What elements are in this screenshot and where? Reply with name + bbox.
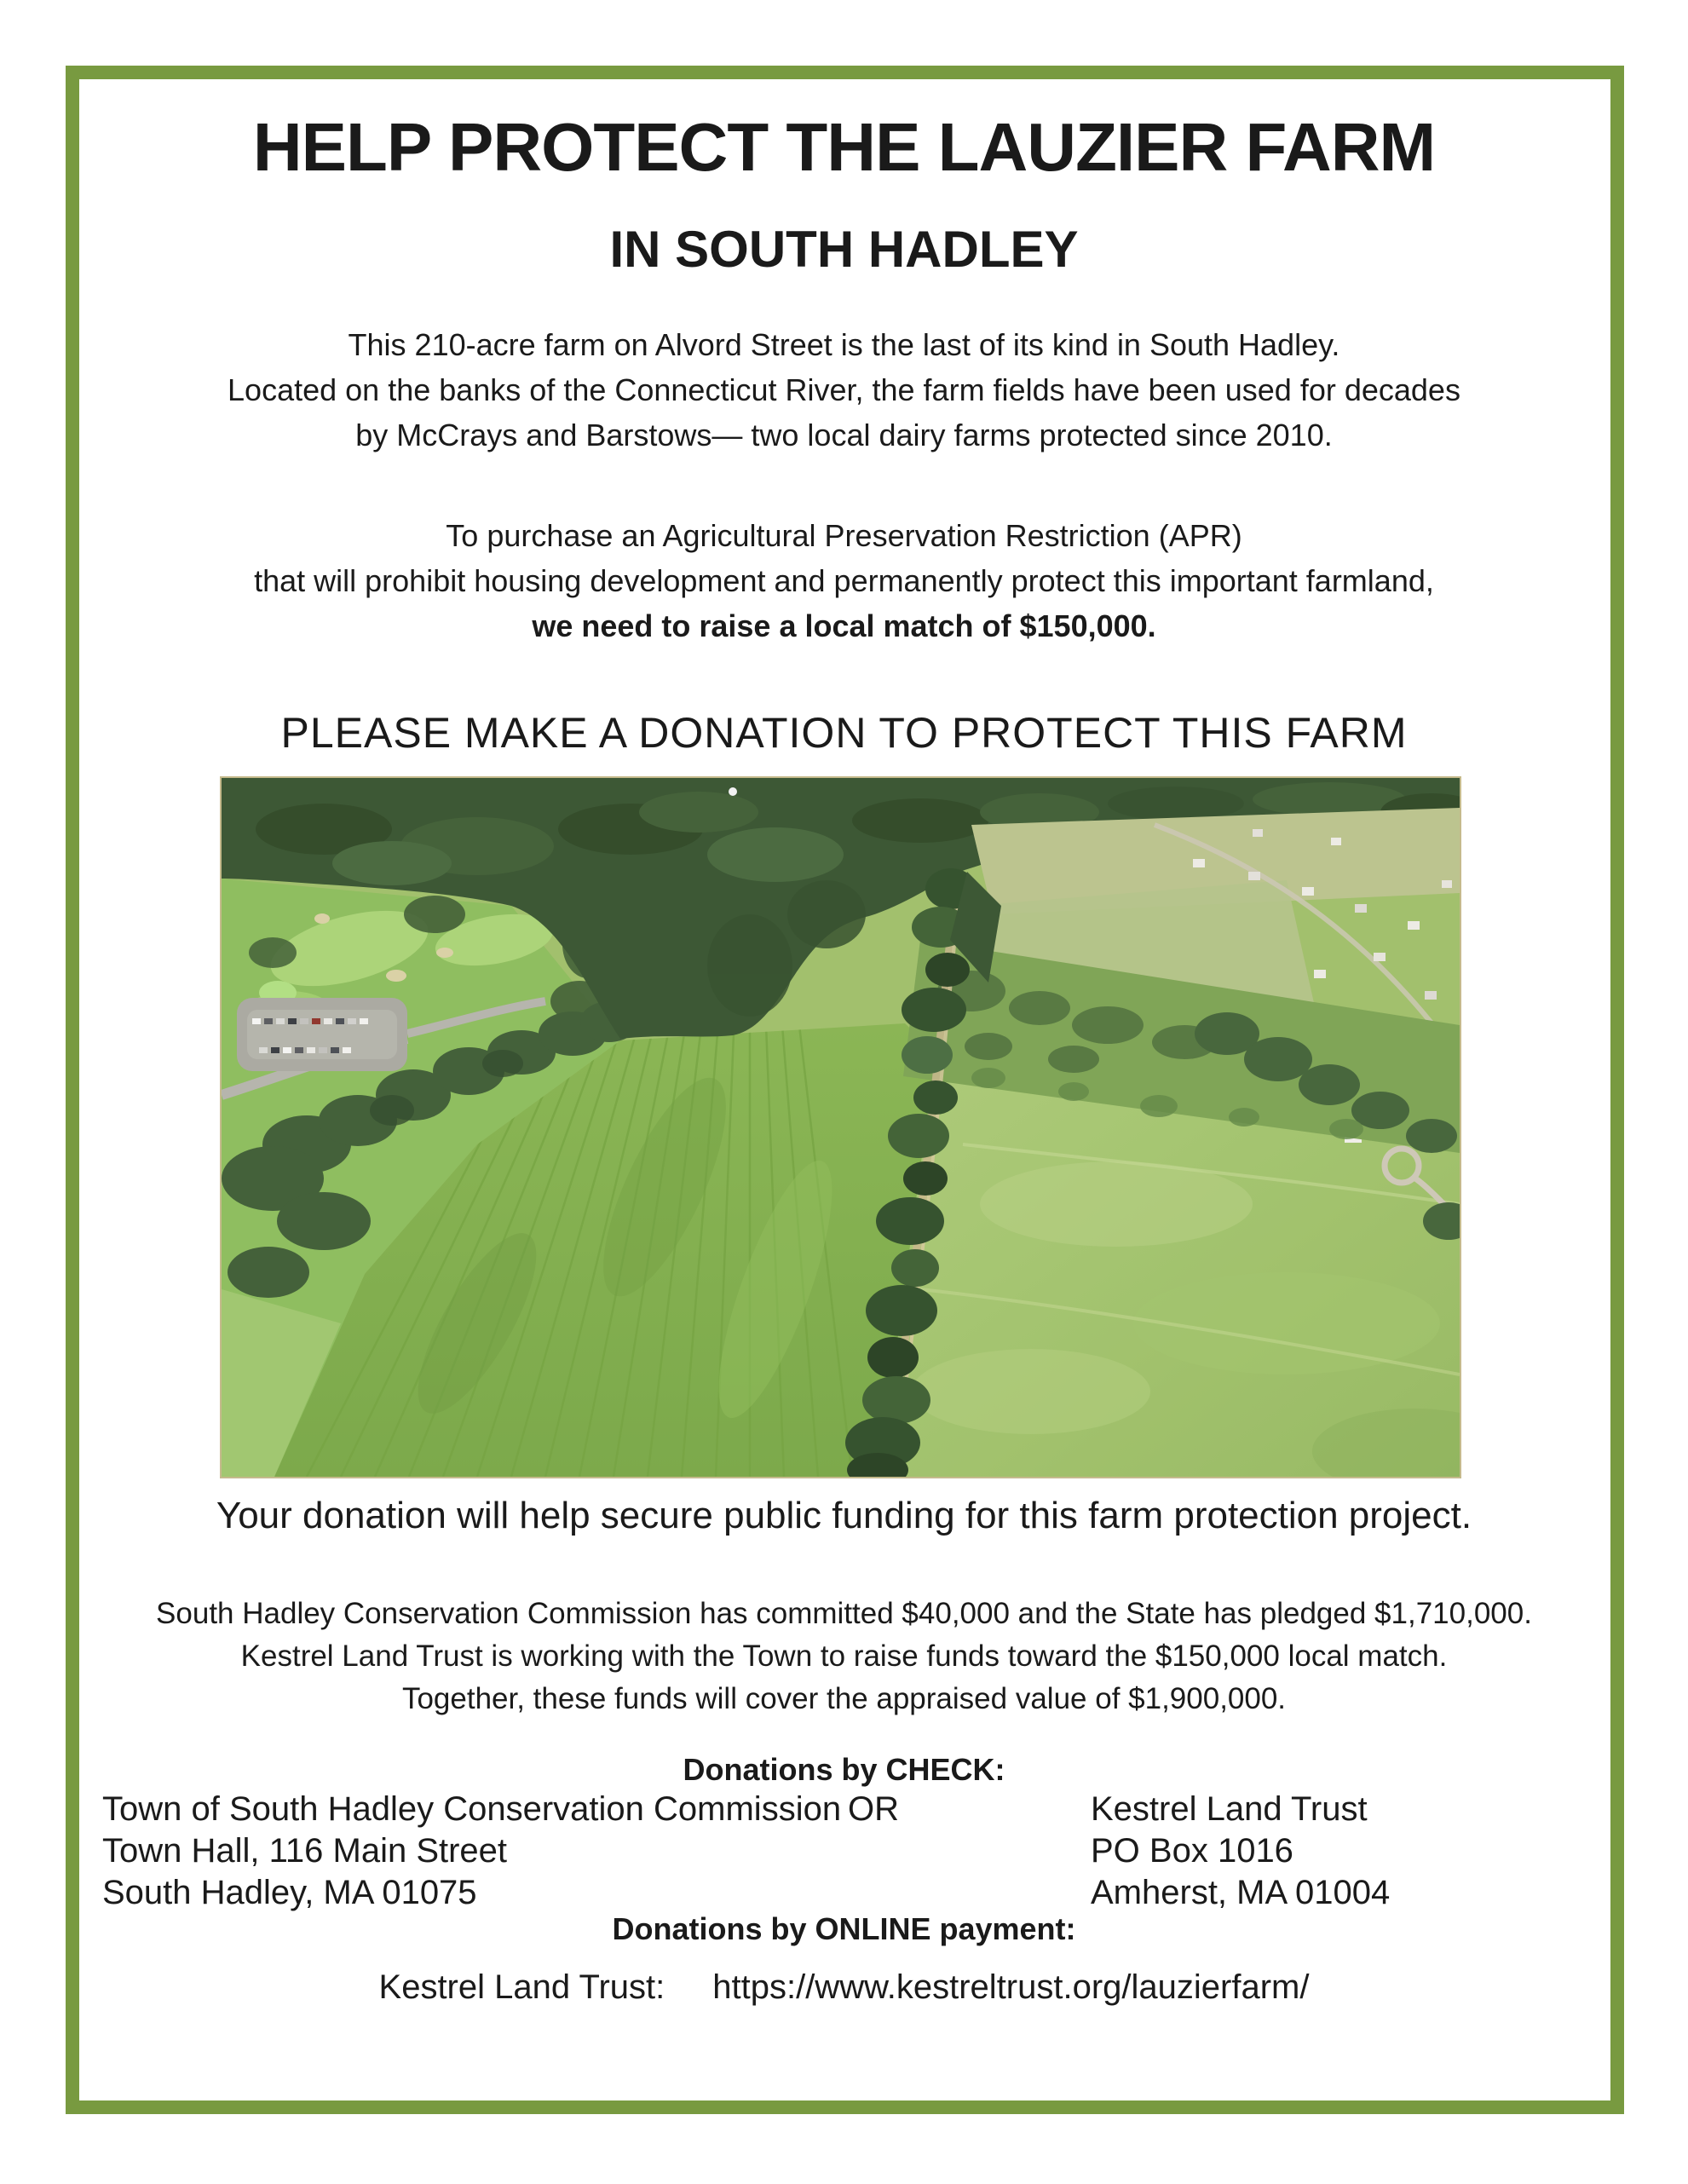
- kestrel-address-line-2: PO Box 1016: [1091, 1832, 1293, 1870]
- donation-heading: PLEASE MAKE A DONATION TO PROTECT THIS FARM: [280, 709, 1408, 757]
- check-address-town: [102, 1789, 841, 1914]
- online-donations-heading: Donations by ONLINE payment:: [612, 1911, 1076, 1946]
- flyer-title: HELP PROTECT THE LAUZIER FARM: [252, 109, 1436, 185]
- town-address-line-1: Town of South Hadley Conservation Commission: [102, 1790, 842, 1828]
- flyer-subtitle: IN SOUTH HADLEY: [609, 221, 1079, 278]
- or-separator: OR: [848, 1790, 899, 1828]
- funding-line-3: Together, these funds will cover the appraised value of $1,900,000.: [401, 1682, 1287, 1715]
- online-payment-row: [0, 1968, 1688, 2007]
- farm-aerial-photo-graphic: [222, 778, 1460, 1477]
- intro-line-3: by McCrays and Barstows— two local dairy farms protected since 2010.: [355, 418, 1333, 452]
- funding-paragraph: [0, 1593, 1688, 1720]
- apr-bold-line: we need to raise a local match of $150,000.: [532, 608, 1156, 643]
- town-address-line-3: South Hadley, MA 01075: [102, 1874, 477, 1911]
- intro-paragraph: [0, 322, 1688, 458]
- check-address-kestrel: [1091, 1789, 1390, 1914]
- intro-line-1: This 210-acre farm on Alvord Street is the last of its kind in South Hadley.: [348, 327, 1340, 362]
- funding-line-1: South Hadley Conservation Commission has committed $40,000 and the State has pledged $1,710,000.: [156, 1597, 1532, 1630]
- farm-aerial-photo: [220, 776, 1461, 1478]
- check-donations-heading: Donations by CHECK:: [683, 1752, 1005, 1787]
- intro-line-2: Located on the banks of the Connecticut River, the farm fields have been used for decades: [228, 372, 1460, 407]
- support-line: Your donation will help secure public funding for this farm protection project.: [216, 1495, 1472, 1536]
- apr-line-1: To purchase an Agricultural Preservation Restriction (APR): [446, 518, 1242, 553]
- apr-paragraph: [0, 513, 1688, 648]
- kestrel-address-line-3: Amherst, MA 01004: [1091, 1874, 1391, 1911]
- online-payment-url: https://www.kestreltrust.org/lauzierfarm/: [712, 1968, 1310, 2006]
- online-payment-label: Kestrel Land Trust:: [378, 1968, 665, 2006]
- town-address-line-2: Town Hall, 116 Main Street: [102, 1832, 508, 1870]
- kestrel-address-line-1: Kestrel Land Trust: [1091, 1790, 1368, 1828]
- funding-line-2: Kestrel Land Trust is working with the Town to raise funds toward the $150,000 local match.: [240, 1639, 1448, 1673]
- apr-line-2: that will prohibit housing development and permanently protect this important farmland,: [254, 563, 1434, 598]
